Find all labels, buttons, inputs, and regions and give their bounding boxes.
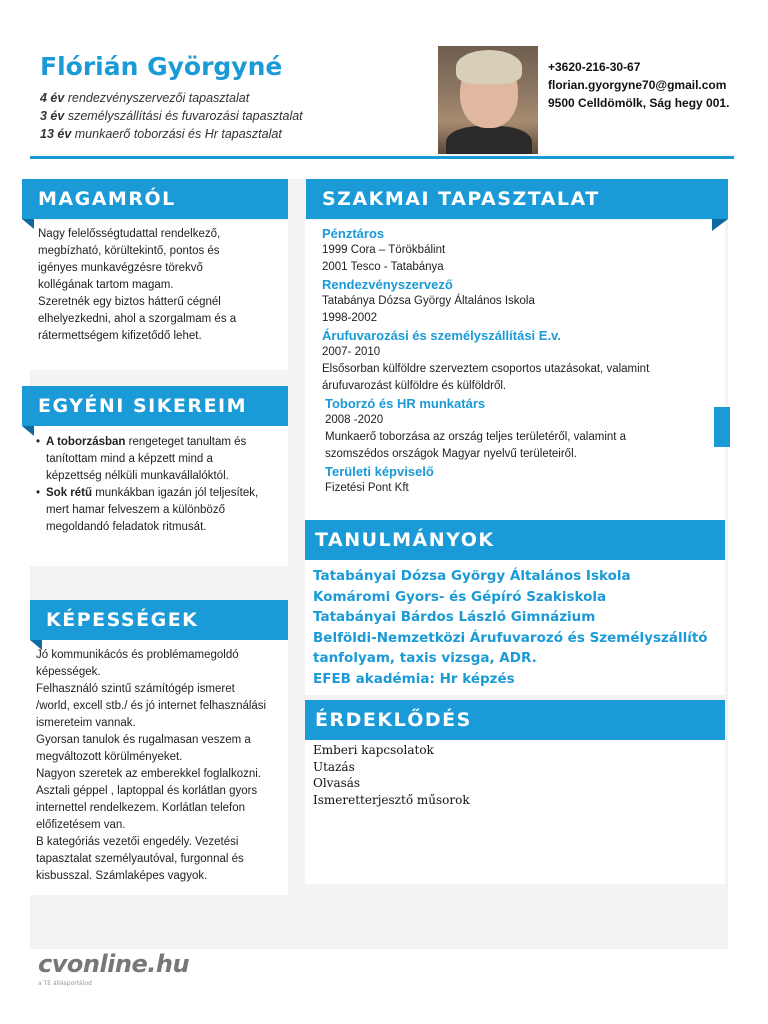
list-item: • Sok rétű munkákban igazán jól teljesítek, mert hamar felveszem a különböző megoldandó feladatok ritmusát. xyxy=(36,485,284,536)
profile-photo xyxy=(438,46,538,154)
job-entry: Területi képviselő Fizetési Pont Kft xyxy=(322,463,717,497)
about-heading: MAGAMRÓL xyxy=(22,179,288,219)
header-divider xyxy=(30,156,734,159)
logo-tagline: a TE állásportálod xyxy=(38,980,92,987)
experience-summary-item: 3 év személyszállítási és fuvarozási tapasztalat xyxy=(40,109,303,123)
list-item: Tatabányai Bárdos László Gimnázium xyxy=(313,609,596,625)
job-title: Területi képviselő xyxy=(325,464,434,479)
cvonline-logo[interactable]: cvonline.hu xyxy=(38,950,190,978)
about-heading-fold xyxy=(22,219,34,229)
experience-summary-item: 13 év munkaerő toborzási és Hr tapasztalat xyxy=(40,127,282,141)
job-entry: Pénztáros 1999 Cora – Törökbálint 2001 Tesco - Tatabánya xyxy=(322,225,717,276)
list-item: Belföldi-Nemzetközi Árufuvarozó és Személyszállító xyxy=(313,629,708,646)
job-list xyxy=(322,225,717,497)
list-item: EFEB akadémia: Hr képzés xyxy=(313,670,515,687)
contact-info xyxy=(548,58,729,112)
job-title: Árufuvarozási és személyszállítási E.v. xyxy=(322,328,561,343)
list-item: Utazás xyxy=(313,759,355,774)
education-heading: TANULMÁNYOK xyxy=(305,520,725,560)
job-entry: Toborzó és HR munkatárs 2008 -2020 Munkaerő toborzása az ország teljes területéről, valamint a szomszédos országok Magyar nyelvű területeiről. xyxy=(322,395,717,463)
list-item: tanfolyam, taxis vizsga, ADR. xyxy=(313,650,537,666)
experience-summary xyxy=(40,89,303,143)
candidate-name: Flórián Györgyné xyxy=(40,52,283,81)
list-item: Tatabányai Dózsa György Általános Iskola xyxy=(313,568,631,584)
interests-heading: ÉRDEKLŐDÉS xyxy=(305,700,725,740)
education-list xyxy=(313,566,723,689)
job-title: Rendezvényszervező xyxy=(322,277,453,292)
interests-list xyxy=(313,742,713,808)
job-entry: Árufuvarozási és személyszállítási E.v. 2007- 2010 Elsősorban külföldre szerveztem csoportos utazásokat, valamint árufuvarozást külföldre és külföldről. xyxy=(322,327,717,395)
job-entry: Rendezvényszervező Tatabánya Dózsa György Általános Iskola 1998-2002 xyxy=(322,276,717,327)
list-item: • A toborzásban rengeteget tanultam és tanítottam mind a képzett mind a képzettség nélküli munkavállalóktól. xyxy=(36,434,284,485)
list-item: Olvasás xyxy=(313,776,361,790)
job-title: Toborzó és HR munkatárs xyxy=(325,396,486,411)
list-item: Komáromi Gyors- és Gépíró Szakiskola xyxy=(313,588,607,605)
job-title: Pénztáros xyxy=(322,226,385,241)
list-item: Emberi kapcsolatok xyxy=(313,743,434,757)
postal-address: 9500 Celldömölk, Ság hegy 001. xyxy=(548,96,730,110)
experience-summary-item: 4 év rendezvényszervezői tapasztalat xyxy=(40,91,250,105)
list-item: Ismeretterjesztő műsorok xyxy=(313,792,470,807)
achievements-heading-fold xyxy=(22,426,34,436)
about-text: Nagy felelősségtudattal rendelkező, megbízható, körültekintő, pontos és igényes munkavégzésre törekvő kollégának tartom magam. Szeretnék egy biztos hátterű cégnél elhelyezkedni, ahol a szorgalmam és a rátermettségem kifizetődő lehet. xyxy=(38,228,237,342)
skills-heading: KÉPESSÉGEK xyxy=(30,600,288,640)
achievements-heading: EGYÉNI SIKEREIM xyxy=(22,386,288,426)
skills-text: Jó kommunikácós és problémamegoldó képességek. Felhasználó szintű számítógép ismeret /world, excell stb./ és jó internet felhasználási ismereteim vannak. Gyorsan tanulok és rugalmasan veszem a megváltozott körülményeket. Nagyon szeretek az emberekkel foglalkozni. Asztali géppel , laptoppal és korlátlan gyors internettel rendelkezem. Korlátlan telefon előfizetésem van. B kategóriás vezetői engedély. Vezetési tapasztalat személyautóval, furgonnal és kisbusszal. Számlaképes vagyok. xyxy=(36,649,267,882)
phone-number: +3620-216-30-67 xyxy=(548,60,641,74)
experience-heading: SZAKMAI TAPASZTALAT xyxy=(306,179,728,219)
achievements-list xyxy=(36,434,284,536)
email-address[interactable]: florian.gyorgyne70@gmail.com xyxy=(548,78,727,92)
